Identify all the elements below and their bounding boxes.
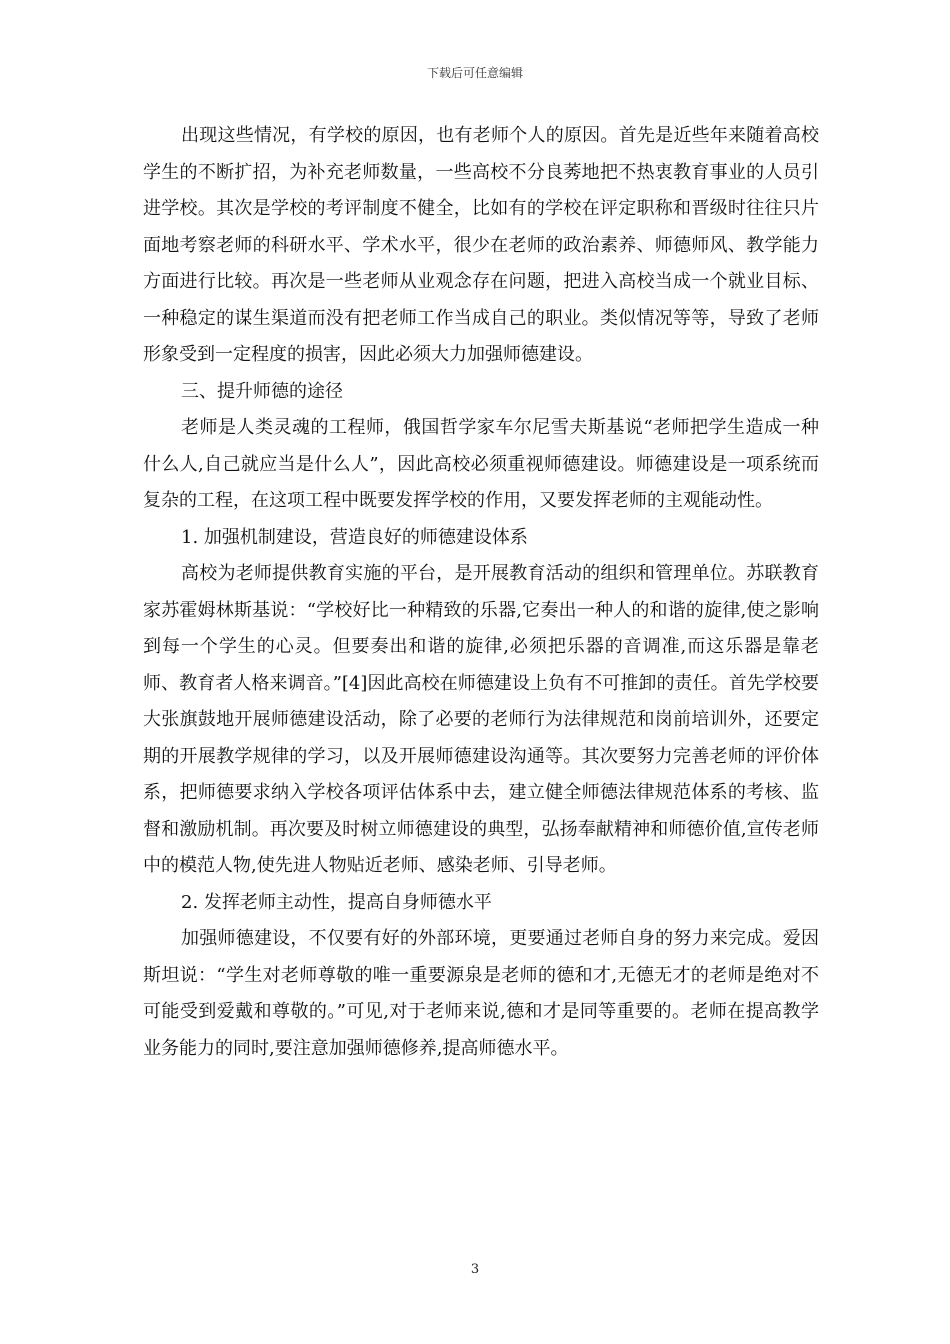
document-body [143, 118, 819, 1067]
page-number: 3 [470, 1262, 480, 1277]
paragraph-initiative: 加强师德建设，不仅要有好的外部环境，更要通过老师自身的努力来完成。爱因斯坦说：“学生对老师尊敬的唯一重要源泉是老师的德和才,无德无才的老师是绝对不可能受到爱戴和尊敬的。”可见,对于老师来说,德和才是同等重要的。老师在提高教学业务能力的同时,要注意加强师德修养,提高师德水平。 [143, 928, 819, 1059]
paragraph-causes: 出现这些情况，有学校的原因，也有老师个人的原因。首先是近些年来随着高校学生的不断扩招，为补充老师数量，一些高校不分良莠地把不热衷教育事业的人员引进学校。其次是学校的考评制度不健全，比如有的学校在评定职称和晋级时往往只片面地考察老师的科研水平、学术水平，很少在老师的政治素养、师德师风、教学能力方面进行比较。再次是一些老师从业观念存在问题，把进入高校当成一个就业目标、一种稳定的谋生渠道而没有把老师工作当成自己的职业。类似情况等等，导致了老师形象受到一定程度的损害，因此必须大力加强师德建设。 [143, 125, 819, 365]
paragraph-intro: 老师是人类灵魂的工程师，俄国哲学家车尔尼雪夫斯基说“老师把学生造成一种什么人,自己就应当是什么人”，因此高校必须重视师德建设。师德建设是一项系统而复杂的工程，在这项工程中既要发挥学校的作用，又要发挥老师的主观能动性。 [143, 417, 819, 511]
subheading-2: 2. 发挥老师主动性，提高自身师德水平 [181, 891, 492, 913]
page-header: 下载后可任意编辑 [426, 66, 523, 80]
paragraph-mechanism: 高校为老师提供教育实施的平台，是开展教育活动的组织和管理单位。苏联教育家苏霍姆林斯基说：“学校好比一种精致的乐器,它奏出一种人的和谐的旋律,使之影响到每一个学生的心灵。但要奏出和谐的旋律,必须把乐器的音调准,而这乐器是靠老师、教育者人格来调音。”[4]因此高校在师德建设上负有不可推卸的责任。首先学校要大张旗鼓地开展师德建设活动，除了必要的老师行为法律规范和岗前培训外，还要定期的开展教学规律的学习，以及开展师德建设沟通等。其次要努力完善老师的评价体系，把师德要求纳入学校各项评估体系中去，建立健全师德法律规范体系的考核、监督和激励机制。再次要及时树立师德建设的典型，弘扬奉献精神和师德价值,宣传老师中的模范人物,使先进人物贴近老师、感染老师、引导老师。 [143, 563, 819, 876]
section-heading-3: 三、提升师德的途径 [181, 380, 343, 402]
subheading-1: 1. 加强机制建设，营造良好的师德建设体系 [181, 526, 528, 548]
